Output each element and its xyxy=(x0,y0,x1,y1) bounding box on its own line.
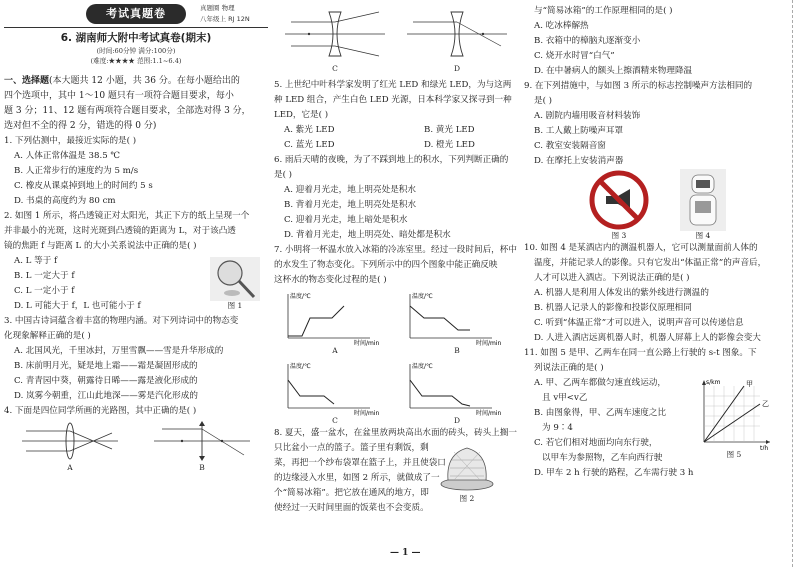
y-axis-label: 温度/℃ xyxy=(412,362,433,370)
x-axis-label: 时间/min xyxy=(476,339,502,346)
lens-photo-figure xyxy=(210,257,260,301)
figure-2: 图 2 xyxy=(438,440,496,504)
paper-title: 6. 湖南师大附中考试真卷(期末) xyxy=(60,32,212,44)
ray-diagram-d: D xyxy=(405,6,509,74)
graph-caption: D xyxy=(453,415,460,425)
question-5: 5. 上世纪中叶科学家发明了红光 LED 和绿光 LED，为与这两 种 LED 组合，产生白色 LED 光源，日本科学家又探寻到一种 LED，它是( ) A. 紫光 LED B. 黄光 LED C. 蓝光 LED D. 橙光 LED xyxy=(274,79,512,150)
question-9: 9. 在下列措施中，与如图 3 所示的标志控制噪声方法相同的 是( ) A. 剧院内墙用吸音材料装饰 B. 工人戴上防噪声耳罩 C. 教室安装隔音窗 D. 在摩托上安装消声器 图 3 图 4 xyxy=(524,81,753,240)
x-axis-label: 时间/min xyxy=(354,409,380,416)
section-1: 一、选择题(本大题共 12 小题，共 36 分。在每小题给出的 四个选项中，其中 1～10 题只有一项符合题目要求，每小 题 3 分；11、12 题有两项符合题目要求，全部选对得 3 分， 选对但不全的得 2 分，错选的得 0 分) xyxy=(4,75,251,131)
paper-meta: (时间:60分钟 满分:100分) xyxy=(96,46,176,55)
question-3: 3. 中国古诗词蕴含着丰富的物理内涵。对下列诗词中的物态变 化现象解释正确的是( ) A. 北国风光，千里冰封，万里雪飘——雪是升华形成的 B. 床前明月光，疑是地上霜——霜是凝固形成的 C. 青青园中葵，朝露待日晞——露是液化形成的 D. 岚雾今朝重，江山此地深——雾是汽化形成的 xyxy=(4,315,239,401)
column-2 xyxy=(274,0,518,516)
question-11: 11. 如图 5 是甲、乙两车在同一直公路上行驶的 s-t 图象。下 列说法正确的是( ) A. 甲、乙两车都做匀速直线运动， 且 v甲<v乙 B. 由图象得，甲、乙两车速度之比 为 9∶4 C. 若它们相对地面均向东行驶， 以甲车为参照物，乙车向西行驶 D. 甲车 2 h 行驶的路程，乙车需行驶 3 h s/km t/h 甲 乙 图 5 xyxy=(524,346,790,481)
x-axis-label: t/h xyxy=(760,444,769,450)
question-6: 6. 雨后天晴的夜晚，为了不踩到地上的积水，下列判断正确的 是( ) A. 迎着月光走，地上明亮处是积水 B. 背着月光走，地上明亮处是积水 C. 迎着月光走，地上暗处是积水 D. 背着月光走，地上明亮处、暗处都是积水 xyxy=(274,154,509,240)
column-3 xyxy=(524,4,790,481)
temperature-graphs xyxy=(274,288,518,426)
paper-meta-2: (难度:★★★★ 范围:1.1~6.4) xyxy=(90,56,182,65)
thermometer-robot xyxy=(680,169,726,231)
simple-fridge-illustration xyxy=(438,440,496,494)
x-axis-label: 时间/min xyxy=(354,339,380,346)
temperature-graph-c xyxy=(274,358,396,426)
x-axis-label: 时间/min xyxy=(476,409,502,416)
temperature-curve xyxy=(288,306,344,336)
temperature-curve xyxy=(288,380,334,404)
column-1 xyxy=(4,0,268,473)
graph-caption: A xyxy=(332,345,338,355)
question-8-continued: 与“简易冰箱”的工作原理相同的是( ) A. 吃冰棒解热 B. 衣箱中的樟脑丸逐渐变小 C. 烧开水时冒“白气” D. 在中暑病人的额头上擦酒精来物理降温 xyxy=(534,6,693,76)
temperature-curve xyxy=(410,306,470,330)
question-7: 7. 小明将一杯温水放入冰箱的冷冻室里。经过一段时间后，杯中 的水发生了物态变化。下列所示中的四个图象中能正确反映 这杯水的物态变化过程的是( ) 温度/℃ 时间/min A 温度/℃ 时间/min B 温度/℃ 时间/min C 温度/℃ 时间/min D xyxy=(274,244,517,425)
question-1: 1. 下列估测中，最接近实际的是( ) A. 人体正常体温是 38.5 ℃ B. 人正常步行的速度约为 5 m/s C. 橡皮从课桌掉到地上的时间约 5 s D. 书桌的高度约为 80 cm xyxy=(4,135,153,206)
ray-diagram-a: A xyxy=(20,419,120,473)
temperature-curve xyxy=(410,380,470,406)
figure-3: 图 3 xyxy=(588,169,650,241)
header-info: 真题圈 物理 八年级上 RJ 12N xyxy=(200,4,250,23)
y-axis-label: s/km xyxy=(706,378,721,386)
question-10: 10. 如图 4 是某酒店内的测温机器人，它可以测量面前人体的 温度，并能记录人的影像。只有它发出“体温正常”的声音后， 人才可以进入酒店。下列说法正确的是( ) A. 机器人是利用人体发出的紫外线进行测温的 B. 机器人记录人的影像和投影仪原理相同 C. 听到“体温正常”才可以进入，说明声音可以传递信息 D. 人进入酒店远离机器人时，机器人屏幕上人的影像会变大 xyxy=(524,242,767,343)
figure-1: 图 1 xyxy=(210,257,260,311)
line-label-yi: 乙 xyxy=(762,399,769,408)
question-2: 2. 如图 1 所示，将凸透镜正对太阳光，其正下方的纸上呈现一个 并非最小的光斑，这时光斑到凸透镜的距离为 L，对于该凸透 镜的焦距 f 与距离 L 的大小关系说法中正确的是( ) A. L 等于 f B. L 一定大于 f C. L 一定小于 f D. L 可能大于 f，L 也可能小于 f 图 1 xyxy=(4,209,268,314)
temperature-graph-a xyxy=(274,288,396,356)
no-honking-sign xyxy=(588,169,650,231)
s-t-graph xyxy=(694,376,774,450)
binding-margin xyxy=(792,0,800,567)
figure-5: s/km t/h 甲 乙 图 5 xyxy=(694,376,774,460)
question-8: 8. 夏天，盛一盆水，在盆里放两块高出水面的砖头，砖头上搁一 只比盆小一点的篮子。篮子里有剩饭，剩 菜，再把一个纱布袋罩在篮子上，并且使袋口 的边缘浸入水里，如图 2 所示，就做成了一 个“简易冰箱”。把它放在通风的地方，即 使经过一天时间里面的饭菜也不会变质。 图 2 xyxy=(274,427,517,513)
ray-diagram-b: B xyxy=(152,419,252,473)
page-number: — 1 — xyxy=(390,548,421,558)
graph-caption: C xyxy=(332,415,338,425)
graph-caption: B xyxy=(454,345,460,355)
y-axis-label: 温度/℃ xyxy=(290,292,311,300)
figure-4: 图 4 xyxy=(680,169,726,241)
question-4: 4. 下面是四位同学所画的光路图，其中正确的是( ) A B xyxy=(4,404,268,473)
ray-diagram-c: C xyxy=(283,6,387,74)
header xyxy=(4,0,268,28)
line-label-jia: 甲 xyxy=(746,379,753,388)
temperature-graph-b xyxy=(396,288,518,356)
temperature-graph-d xyxy=(396,358,518,426)
y-axis-label: 温度/℃ xyxy=(412,292,433,300)
series-logo: 考试真题卷 xyxy=(86,4,186,24)
line-yi xyxy=(704,404,760,442)
y-axis-label: 温度/℃ xyxy=(290,362,311,370)
